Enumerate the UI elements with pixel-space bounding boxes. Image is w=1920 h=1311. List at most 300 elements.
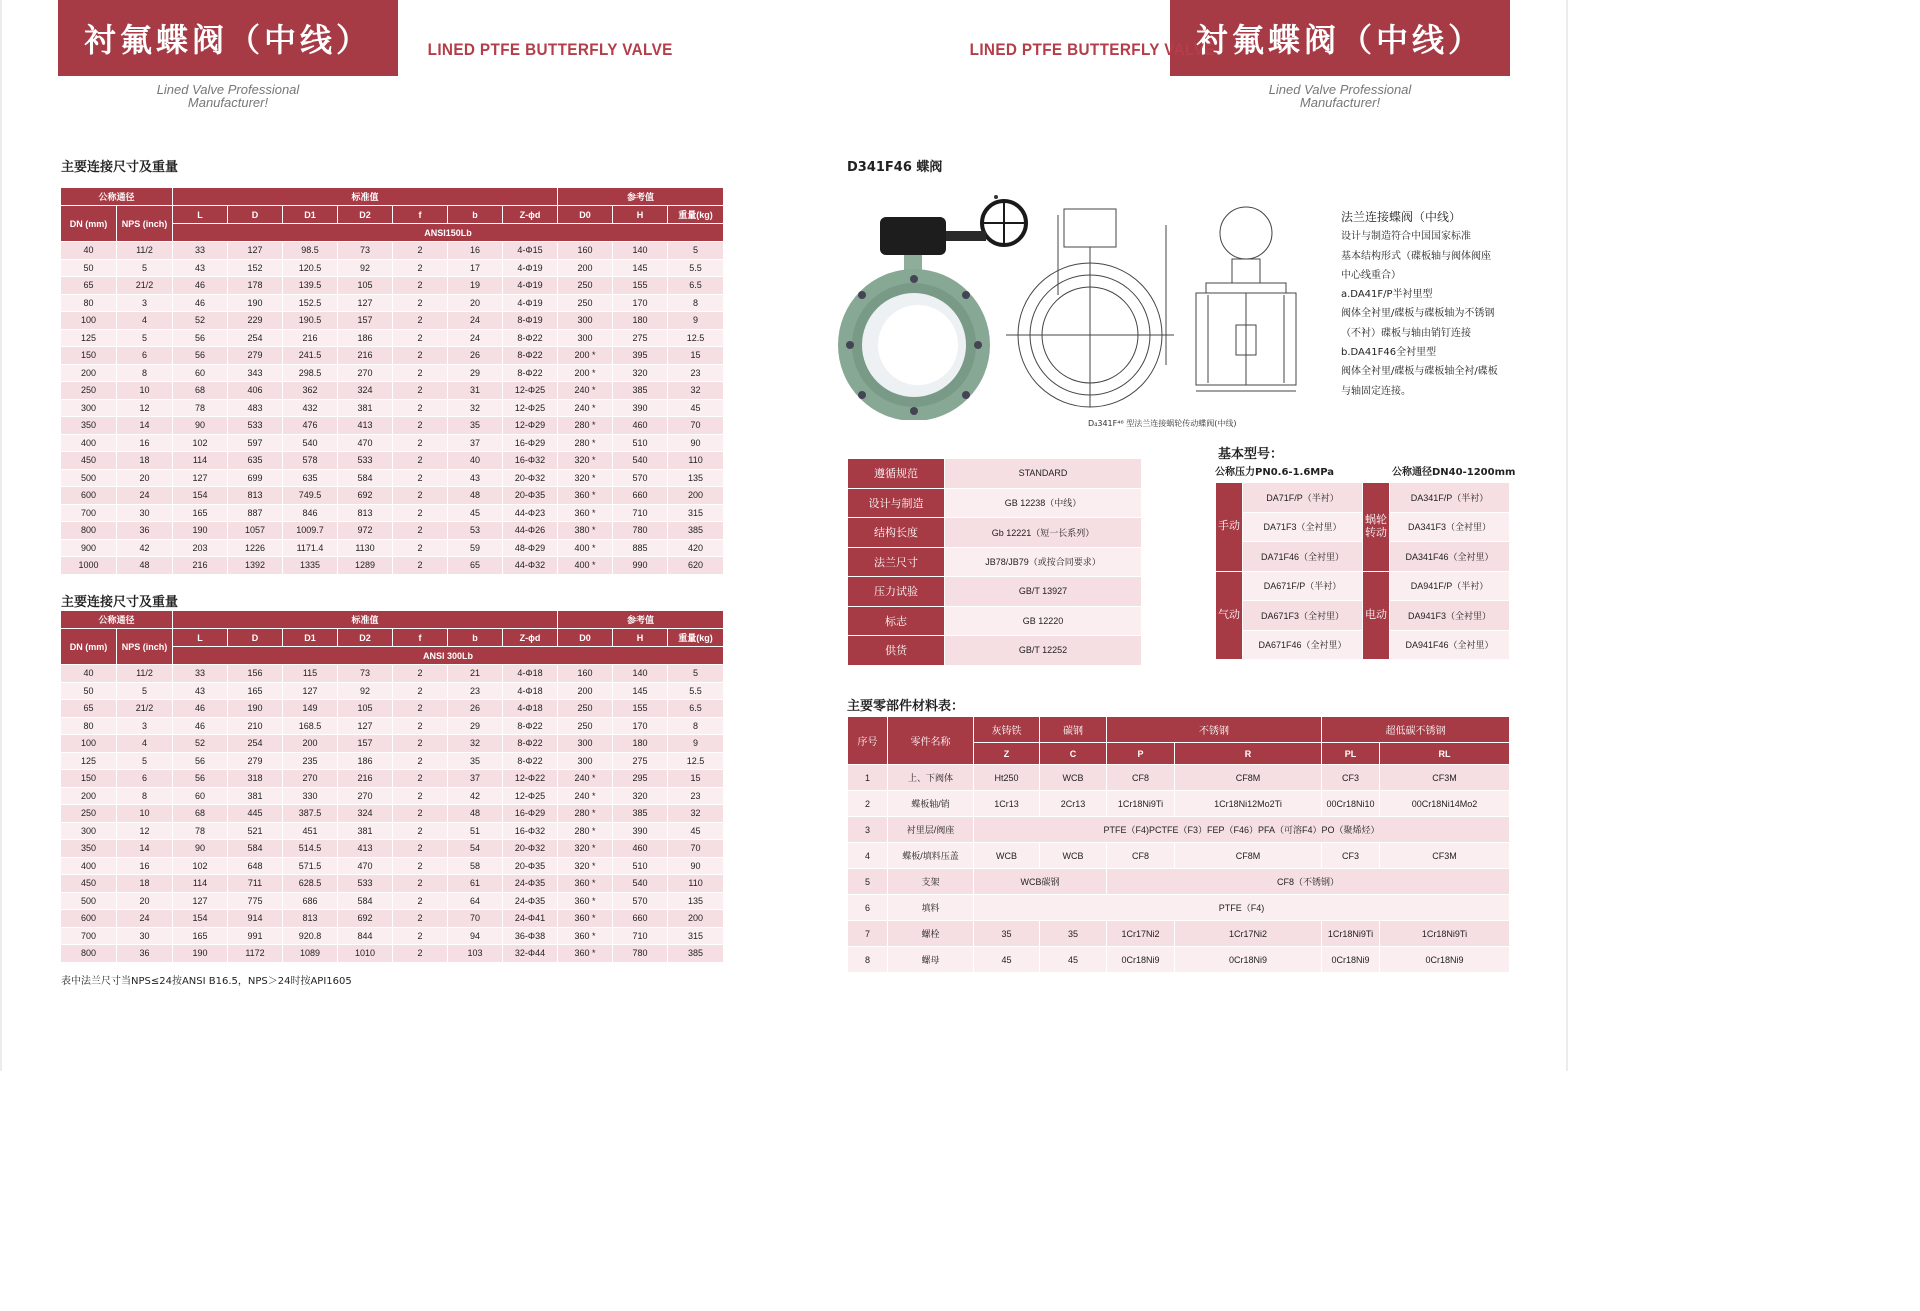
table-cell: 635	[283, 469, 338, 487]
table-cell: 300	[558, 752, 613, 770]
header-gray-iron: 灰铸铁	[974, 717, 1040, 743]
table-cell: 14	[117, 840, 173, 858]
header-r: R	[1175, 743, 1322, 765]
table-cell: 20-Φ35	[503, 487, 558, 505]
side-drawing	[1196, 207, 1296, 391]
table-cell: 127	[228, 242, 283, 260]
table-cell: 165	[228, 682, 283, 700]
table-cell: 8	[668, 294, 724, 312]
table-cell: 157	[338, 312, 393, 330]
header-standard: 标准值	[173, 611, 558, 629]
table-cell: 660	[613, 487, 668, 505]
table-cell: 240 *	[558, 787, 613, 805]
table-cell: 4	[117, 312, 173, 330]
table-cell: 200	[668, 910, 724, 928]
desc-line: 中心线重合）	[1341, 269, 1401, 281]
desc-line: 基本结构形式（碟板轴与阀体阀座	[1341, 250, 1491, 262]
table-cell: 216	[283, 329, 338, 347]
table-cell: 65	[61, 700, 117, 718]
table-row	[61, 452, 724, 470]
basic-models-table	[1215, 482, 1510, 660]
desc-line: （不衬）碟板与轴由销钉连接	[1341, 327, 1471, 339]
table-cell: 6	[117, 770, 173, 788]
table-cell: 139.5	[283, 277, 338, 295]
model-item: DA671F/P（半衬）	[1243, 571, 1363, 601]
table150-body	[61, 242, 724, 575]
table-cell: 94	[448, 927, 503, 945]
table-cell: 145	[613, 259, 668, 277]
material-value: CF8（不锈钢）	[1107, 869, 1510, 895]
header-D0: D0	[558, 206, 613, 224]
header-weight: 重量(kg)	[668, 629, 724, 647]
table-cell: 846	[283, 504, 338, 522]
table-cell: 24	[117, 487, 173, 505]
table-cell: 16-Φ32	[503, 822, 558, 840]
table-cell: 295	[613, 770, 668, 788]
standard-label: 遵循规范	[848, 459, 945, 489]
table-cell: 149	[283, 700, 338, 718]
material-value: CF8	[1107, 765, 1175, 791]
table-cell: 58	[448, 857, 503, 875]
table-cell: 12	[117, 399, 173, 417]
header-z: Z-ϕd	[503, 629, 558, 647]
table-cell: 451	[283, 822, 338, 840]
table-cell: 203	[173, 539, 228, 557]
table-cell: 11/2	[117, 242, 173, 260]
table-cell: 1172	[228, 945, 283, 963]
table-cell: 885	[613, 539, 668, 557]
desc-line: 阀体全衬里/碟板与碟板轴全衬/碟板	[1341, 366, 1498, 378]
table-cell: 381	[338, 822, 393, 840]
table-cell: 170	[613, 717, 668, 735]
table-cell: 110	[668, 875, 724, 893]
desc-line: 与轴固定连接。	[1341, 385, 1411, 397]
table-cell: 813	[283, 910, 338, 928]
drive-type-label: 气动	[1216, 571, 1243, 660]
table-cell: 4-Φ18	[503, 682, 558, 700]
table-cell: 533	[338, 875, 393, 893]
table-cell: 4	[117, 735, 173, 753]
table-cell: 413	[338, 417, 393, 435]
table-cell: 385	[613, 382, 668, 400]
material-part-name: 螺栓	[888, 921, 974, 947]
table-cell: 279	[228, 752, 283, 770]
table-cell: 270	[338, 787, 393, 805]
table-cell: 23	[668, 787, 724, 805]
standard-row	[848, 577, 1142, 607]
product-description	[1341, 208, 1521, 401]
table-cell: 5	[668, 242, 724, 260]
table-cell: 240 *	[558, 399, 613, 417]
table-row	[61, 682, 724, 700]
table-cell: 23	[448, 682, 503, 700]
table-cell: 350	[61, 417, 117, 435]
table-cell: 8-Φ22	[503, 364, 558, 382]
table-cell: 24-Φ35	[503, 875, 558, 893]
table-cell: 700	[61, 927, 117, 945]
table-cell: 42	[117, 539, 173, 557]
material-part-name: 蝶板轴/销	[888, 791, 974, 817]
standard-label: 结构长度	[848, 518, 945, 548]
table-cell: 2	[393, 347, 448, 365]
standard-row	[848, 636, 1142, 666]
table-cell: 320	[613, 364, 668, 382]
table-cell: 60	[173, 787, 228, 805]
material-value: 45	[1040, 947, 1107, 973]
table-cell: 991	[228, 927, 283, 945]
table-cell: 235	[283, 752, 338, 770]
header-c: C	[1040, 743, 1107, 765]
materials-title: 主要零部件材料表：	[847, 699, 965, 714]
table-cell: 600	[61, 910, 117, 928]
table-cell: 4-Φ15	[503, 242, 558, 260]
table-cell: 250	[558, 277, 613, 295]
header-seq: 序号	[848, 717, 888, 765]
table-cell: 102	[173, 434, 228, 452]
table-cell: 40	[61, 242, 117, 260]
model-item: DA941F/P（半衬）	[1390, 571, 1510, 601]
header-standard: 标准值	[173, 188, 558, 206]
table-cell: 3	[117, 717, 173, 735]
material-part-name: 衬里层/阀座	[888, 817, 974, 843]
table-cell: 2	[393, 665, 448, 683]
table-row	[61, 892, 724, 910]
table-cell: 150	[61, 347, 117, 365]
table-cell: 40	[61, 665, 117, 683]
table-cell: 24-Φ41	[503, 910, 558, 928]
material-value: 0Cr18Ni9	[1380, 947, 1510, 973]
table-cell: 48-Φ29	[503, 539, 558, 557]
table-cell: 510	[613, 857, 668, 875]
table-cell: 200	[61, 364, 117, 382]
table-cell: 381	[228, 787, 283, 805]
material-value: 1Cr18Ni9Ti	[1380, 921, 1510, 947]
table-cell: 8	[668, 717, 724, 735]
table-cell: 648	[228, 857, 283, 875]
table-cell: 1226	[228, 539, 283, 557]
table-row	[61, 857, 724, 875]
drawing-caption: D₄341F⁴⁶ 型法兰连接蜗轮传动蝶阀(中线)	[1088, 419, 1237, 428]
table-cell: 155	[613, 700, 668, 718]
table-cell: 2	[393, 735, 448, 753]
model-item: DA341F46（全衬里）	[1390, 542, 1510, 572]
table-cell: 381	[338, 399, 393, 417]
table-cell: 400 *	[558, 539, 613, 557]
table-cell: 390	[613, 399, 668, 417]
table-cell: 1000	[61, 557, 117, 575]
table-cell: 362	[283, 382, 338, 400]
valve-illustration	[836, 185, 1336, 420]
material-value: WCB碳钢	[974, 869, 1107, 895]
table-cell: 32-Φ44	[503, 945, 558, 963]
table-cell: 692	[338, 487, 393, 505]
table-cell: 178	[228, 277, 283, 295]
material-row	[848, 765, 1510, 791]
standard-value: GB 12238（中线）	[945, 488, 1142, 518]
table-cell: 32	[668, 805, 724, 823]
title-en: LINED PTFE BUTTERFLY VALVE	[427, 40, 673, 59]
table-cell: 9	[668, 735, 724, 753]
table-cell: 2	[393, 364, 448, 382]
table-cell: 8-Φ19	[503, 312, 558, 330]
table-cell: 2	[393, 452, 448, 470]
drive-type-label: 电动	[1363, 571, 1390, 660]
table-row	[61, 347, 724, 365]
model-item: DA71F3（全衬里）	[1243, 512, 1363, 542]
table-cell: 270	[338, 364, 393, 382]
table-cell: 254	[228, 329, 283, 347]
desc-line: b.DA41F46全衬里型	[1341, 347, 1437, 359]
header-weight: 重量(kg)	[668, 206, 724, 224]
table-cell: 210	[228, 717, 283, 735]
table-cell: 3	[117, 294, 173, 312]
table-cell: 70	[668, 417, 724, 435]
standard-row	[848, 547, 1142, 577]
material-value: CF3M	[1380, 843, 1510, 869]
table-cell: 300	[558, 329, 613, 347]
table-cell: 165	[173, 927, 228, 945]
table-cell: 127	[173, 892, 228, 910]
header-b: b	[448, 206, 503, 224]
table-cell: 2	[393, 294, 448, 312]
material-value: 0Cr18Ni9	[1107, 947, 1175, 973]
header-dn: DN (mm)	[61, 206, 117, 242]
table-cell: 570	[613, 469, 668, 487]
header-H: H	[613, 206, 668, 224]
standard-label: 标志	[848, 606, 945, 636]
table-cell: 154	[173, 910, 228, 928]
table-cell: 125	[61, 329, 117, 347]
header-nps: NPS (inch)	[117, 629, 173, 665]
table-cell: 710	[613, 504, 668, 522]
table-cell: 600	[61, 487, 117, 505]
materials-table	[847, 716, 1510, 973]
table-cell: 19	[448, 277, 503, 295]
table-cell: 12-Φ22	[503, 770, 558, 788]
table-row	[61, 752, 724, 770]
table-cell: 23	[668, 364, 724, 382]
table300-title: 主要连接尺寸及重量	[61, 595, 179, 610]
table-cell: 813	[228, 487, 283, 505]
table-cell: 37	[448, 434, 503, 452]
table-cell: 470	[338, 857, 393, 875]
table-cell: 52	[173, 312, 228, 330]
material-value: 1Cr17Ni2	[1107, 921, 1175, 947]
material-part-name: 蝶板/填料压盖	[888, 843, 974, 869]
table-cell: 80	[61, 294, 117, 312]
standard-value: GB/T 12252	[945, 636, 1142, 666]
table-cell: 571.5	[283, 857, 338, 875]
table-cell: 2	[393, 259, 448, 277]
table-cell: 360 *	[558, 487, 613, 505]
table-cell: 20-Φ32	[503, 469, 558, 487]
table-cell: 2	[393, 329, 448, 347]
table-cell: 315	[668, 504, 724, 522]
table-cell: 2	[393, 522, 448, 540]
material-part-name: 螺母	[888, 947, 974, 973]
tagline-line2: Manufacturer!	[187, 95, 269, 110]
table-cell: 2	[393, 787, 448, 805]
material-no: 8	[848, 947, 888, 973]
table-cell: 1010	[338, 945, 393, 963]
table-cell: 127	[338, 717, 393, 735]
header-nps: NPS (inch)	[117, 206, 173, 242]
table-cell: 105	[338, 277, 393, 295]
model-item: DA671F3（全衬里）	[1243, 601, 1363, 631]
table-cell: 12-Φ25	[503, 787, 558, 805]
table-cell: 127	[338, 294, 393, 312]
table-cell: 320 *	[558, 469, 613, 487]
table-cell: 152	[228, 259, 283, 277]
table-cell: 135	[668, 892, 724, 910]
material-value: 45	[974, 947, 1040, 973]
table-cell: 584	[338, 469, 393, 487]
header-dn: DN (mm)	[61, 629, 117, 665]
table-cell: 102	[173, 857, 228, 875]
header-D2: D2	[338, 629, 393, 647]
front-drawing	[1006, 209, 1174, 407]
table-cell: 318	[228, 770, 283, 788]
table-cell: 16-Φ29	[503, 434, 558, 452]
header-D1: D1	[283, 629, 338, 647]
table-cell: 33	[173, 242, 228, 260]
table-cell: 2	[393, 487, 448, 505]
table-cell: 170	[613, 294, 668, 312]
table-cell: 90	[668, 857, 724, 875]
table-cell: 8-Φ22	[503, 347, 558, 365]
table-row	[61, 277, 724, 295]
material-value: Ht250	[974, 765, 1040, 791]
table-cell: 150	[61, 770, 117, 788]
table-cell: 20	[117, 892, 173, 910]
table-cell: 120.5	[283, 259, 338, 277]
table-cell: 12.5	[668, 752, 724, 770]
table-row	[61, 434, 724, 452]
standard-value: STANDARD	[945, 459, 1142, 489]
table-cell: 8-Φ22	[503, 752, 558, 770]
table-cell: 8-Φ22	[503, 735, 558, 753]
table-cell: 180	[613, 312, 668, 330]
table-cell: 186	[338, 752, 393, 770]
standard-label: 设计与制造	[848, 488, 945, 518]
flange-note: 表中法兰尺寸当NPS≤24按ANSI B16.5，NPS＞24时按API1605	[61, 976, 352, 987]
table-cell: 2	[393, 557, 448, 575]
table-cell: 40	[448, 452, 503, 470]
header-f: f	[393, 629, 448, 647]
table-cell: 11/2	[117, 665, 173, 683]
table-cell: 521	[228, 822, 283, 840]
table-cell: 360 *	[558, 945, 613, 963]
table-cell: 100	[61, 312, 117, 330]
table-cell: 320 *	[558, 840, 613, 858]
table-cell: 900	[61, 539, 117, 557]
table-cell: 315	[668, 927, 724, 945]
model-row	[1216, 571, 1510, 601]
standard-value: Gb 12221（短一长系列）	[945, 518, 1142, 548]
standard-label: 供货	[848, 636, 945, 666]
desc-line: 设计与制造符合中国国家标准	[1341, 231, 1471, 243]
table-cell: 500	[61, 469, 117, 487]
table-row	[61, 504, 724, 522]
table-cell: 92	[338, 682, 393, 700]
table-cell: 15	[668, 347, 724, 365]
material-value: 00Cr18Ni10	[1322, 791, 1380, 817]
table-cell: 32	[668, 382, 724, 400]
table-cell: 4-Φ18	[503, 665, 558, 683]
table-cell: 59	[448, 539, 503, 557]
table-cell: 14	[117, 417, 173, 435]
table-cell: 127	[283, 682, 338, 700]
table-cell: 686	[283, 892, 338, 910]
table-cell: 700	[61, 504, 117, 522]
table-cell: 5	[117, 682, 173, 700]
model-item: DA71F/P（半衬）	[1243, 483, 1363, 513]
table-row	[61, 539, 724, 557]
table-cell: 4-Φ18	[503, 700, 558, 718]
table-cell: 110	[668, 452, 724, 470]
table-cell: 400	[61, 434, 117, 452]
table-cell: 578	[283, 452, 338, 470]
table-cell: 200	[61, 787, 117, 805]
header-D2: D2	[338, 206, 393, 224]
material-value: CF3	[1322, 843, 1380, 869]
standards-table	[847, 458, 1142, 666]
table-cell: 780	[613, 522, 668, 540]
table-cell: 50	[61, 682, 117, 700]
tagline-line2: Manufacturer!	[1299, 95, 1381, 110]
drive-type-label: 蜗轮转动	[1363, 483, 1390, 572]
table-cell: 56	[173, 770, 228, 788]
table-cell: 844	[338, 927, 393, 945]
table-cell: 240 *	[558, 382, 613, 400]
desc-line: 阀体全衬里/碟板与碟板轴为不锈钢	[1341, 308, 1495, 320]
material-value: 1Cr17Ni2	[1175, 921, 1322, 947]
table-cell: 90	[173, 417, 228, 435]
table-cell: 445	[228, 805, 283, 823]
table300-body	[61, 665, 724, 963]
table-cell: 100	[61, 735, 117, 753]
table-cell: 360 *	[558, 875, 613, 893]
table-cell: 12-Φ29	[503, 417, 558, 435]
table-cell: 275	[613, 752, 668, 770]
table-cell: 53	[448, 522, 503, 540]
table-row	[61, 242, 724, 260]
standard-row	[848, 606, 1142, 636]
table-cell: 6.5	[668, 277, 724, 295]
table-cell: 280 *	[558, 805, 613, 823]
table-row	[61, 364, 724, 382]
table-cell: 12-Φ25	[503, 382, 558, 400]
dimension-table-300lb	[60, 610, 724, 963]
table-cell: 660	[613, 910, 668, 928]
table-cell: 125	[61, 752, 117, 770]
header-H: H	[613, 629, 668, 647]
table-cell: 30	[117, 504, 173, 522]
table-cell: 6	[117, 347, 173, 365]
material-row	[848, 921, 1510, 947]
table-cell: 15	[668, 770, 724, 788]
table-row	[61, 840, 724, 858]
table-cell: 46	[173, 294, 228, 312]
table-row	[61, 312, 724, 330]
table-cell: 145	[613, 682, 668, 700]
table-cell: 157	[338, 735, 393, 753]
table-cell: 68	[173, 805, 228, 823]
standard-label: 压力试验	[848, 577, 945, 607]
header-L: L	[173, 206, 228, 224]
table-row	[61, 469, 724, 487]
standard-label: 法兰尺寸	[848, 547, 945, 577]
